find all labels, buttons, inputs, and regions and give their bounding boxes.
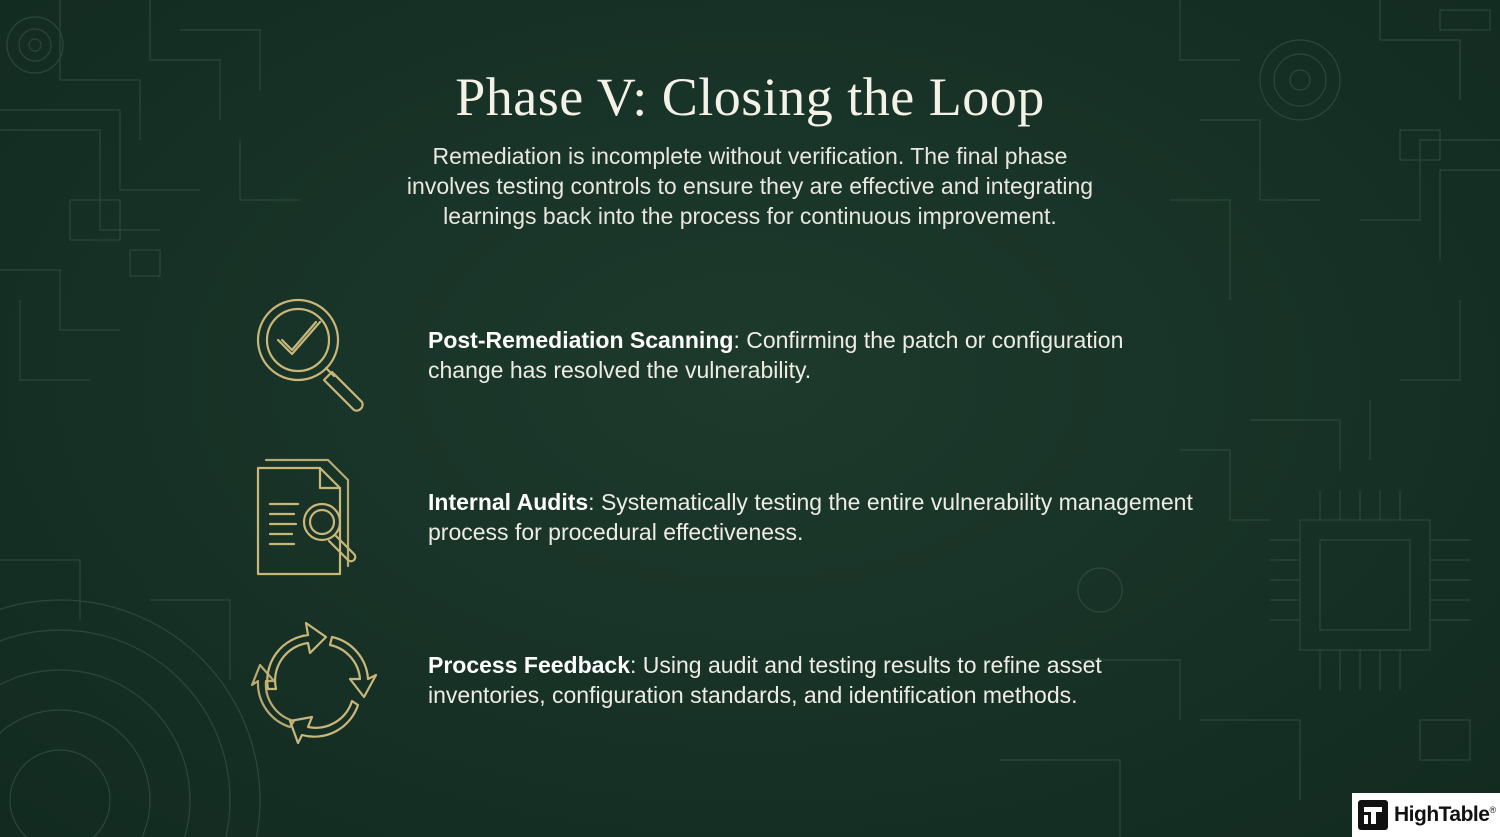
list-item-internal-audits — [250, 456, 1300, 586]
hightable-logo-icon — [1358, 800, 1388, 830]
list-item-process-feedback — [250, 617, 1300, 747]
item-text: inventories, configuration standards, and identification methods. — [428, 682, 1078, 708]
item-text: process for procedural effectiveness. — [428, 519, 804, 545]
item-text: change has resolved the vulnerability. — [428, 357, 812, 383]
subtitle-line: Remediation is incomplete without verification. The final phase — [432, 143, 1068, 169]
item-text: : Systematically testing the entire vulnerability management — [588, 489, 1193, 515]
item-heading: Post-Remediation Scanning — [428, 327, 734, 353]
slide-subtitle — [350, 141, 1150, 231]
item-description — [428, 487, 1288, 547]
hightable-logo — [1352, 793, 1500, 837]
trademark-symbol: ® — [1489, 805, 1496, 815]
magnifier-checkmark-icon — [250, 292, 380, 422]
document-search-icon — [250, 456, 380, 586]
cycle-arrows-icon — [250, 617, 380, 747]
item-text: : Using audit and testing results to refine asset — [630, 652, 1102, 678]
item-heading: Process Feedback — [428, 652, 631, 678]
subtitle-line: learnings back into the process for continuous improvement. — [443, 203, 1057, 229]
brand-name-text: HighTable — [1394, 803, 1490, 826]
item-description — [428, 325, 1288, 385]
item-heading: Internal Audits — [428, 489, 589, 515]
subtitle-line: involves testing controls to ensure they are effective and integrating — [406, 173, 1094, 199]
brand-name — [1394, 803, 1496, 827]
list-item-post-remediation-scanning — [250, 292, 1300, 422]
item-text: : Confirming the patch or configuration — [733, 327, 1124, 353]
slide-title: Phase V: Closing the Loop — [455, 67, 1045, 127]
item-description — [428, 650, 1288, 710]
